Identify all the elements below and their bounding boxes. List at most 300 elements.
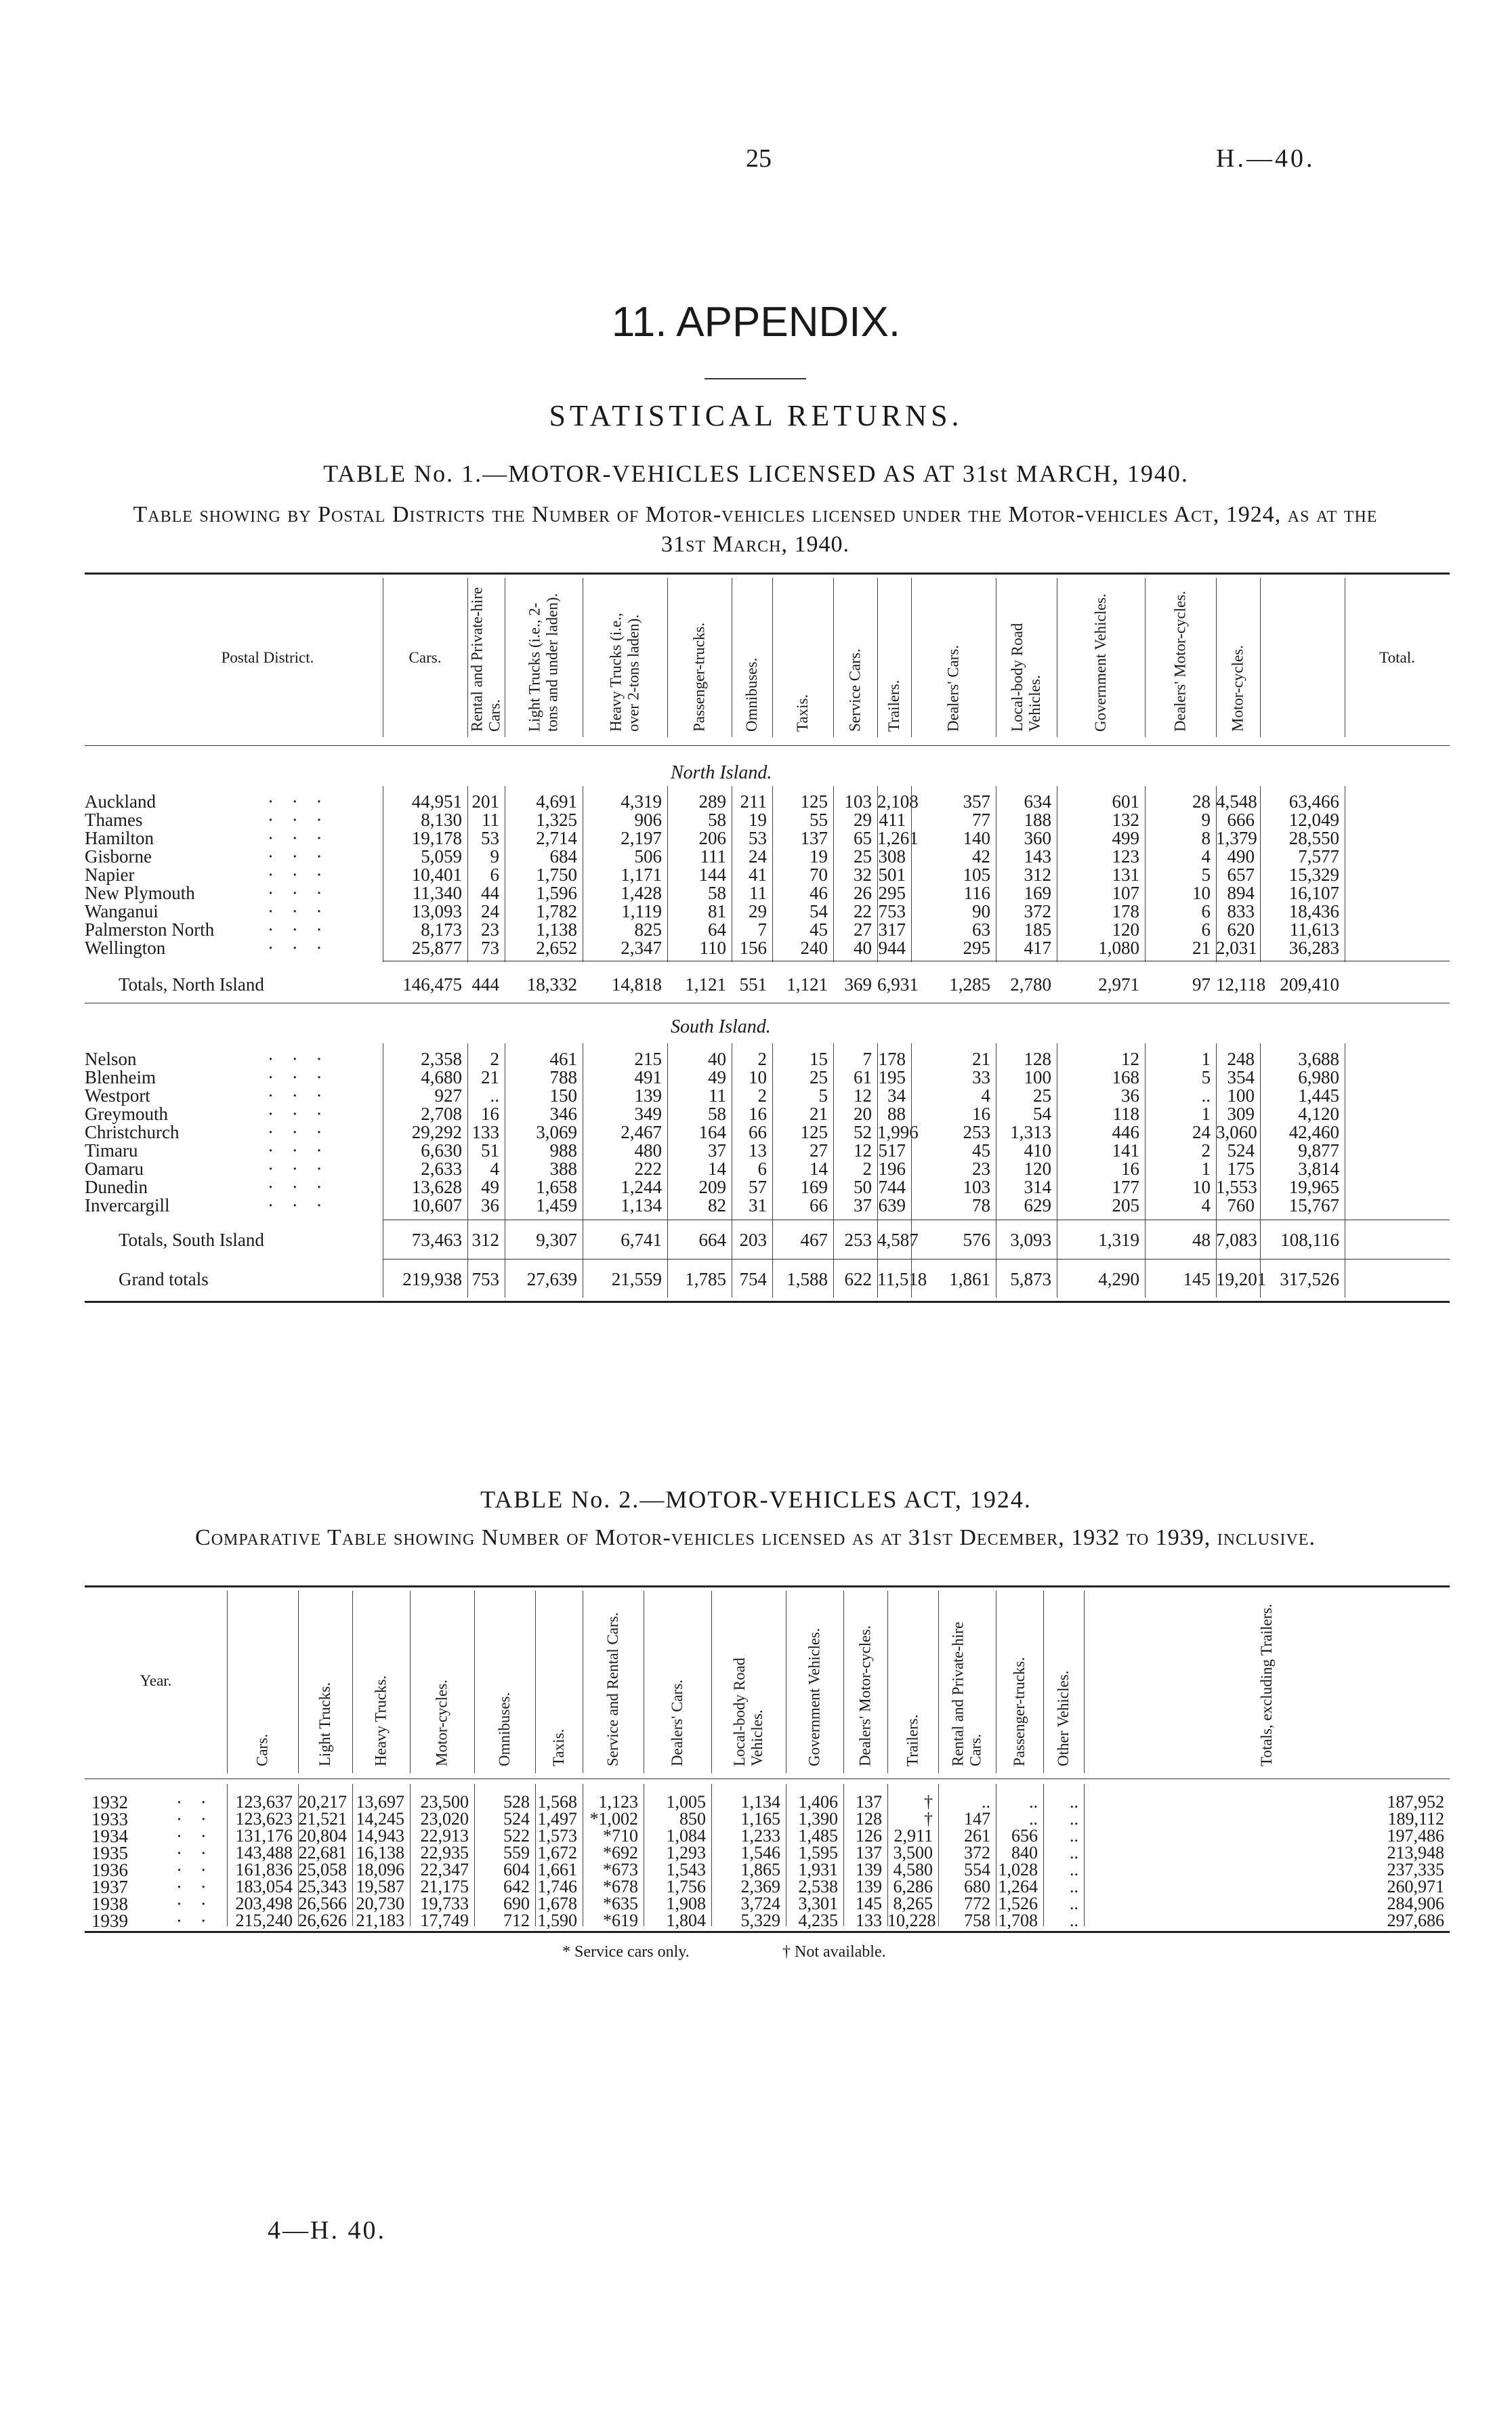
t1-leader-dots: · · · (268, 901, 329, 921)
t2-cell: 1,908 (666, 1894, 706, 1913)
t1-cell: 57 (749, 1177, 767, 1197)
t1-cell: 9 (1201, 810, 1211, 830)
t1-cell: 314 (1024, 1177, 1051, 1197)
t2-cell: 161,836 (235, 1860, 293, 1879)
t1-cell: 116 (963, 883, 990, 903)
t1-cell: 6 (757, 1159, 767, 1179)
t1-cell: 13 (749, 1140, 767, 1161)
t2-cell: 123,637 (235, 1792, 293, 1812)
t2-cell: 14,943 (356, 1826, 404, 1846)
t2-cell: .. (1070, 1894, 1078, 1913)
t1-header-vertical: Rental and Private-hire Cars. (468, 587, 503, 732)
t1-cell: 4 (1201, 1195, 1211, 1215)
t1-cell: 73,463 (411, 1230, 462, 1250)
t1-header-col-rule (1145, 578, 1146, 737)
t1-cell: 467 (800, 1230, 828, 1250)
t1-cell: 44 (481, 883, 499, 903)
t1-cell: 5,873 (1010, 1269, 1051, 1289)
t2-footnote-star: * Service cars only. (562, 1943, 690, 1961)
t1-cell: 4,587 (877, 1230, 919, 1250)
t1-cell: 1,996 (877, 1122, 919, 1142)
t1-cell: 9 (490, 846, 499, 867)
t1-cell: 894 (1227, 883, 1255, 903)
t1-header-vertical: Government Vehicles. (1092, 594, 1109, 732)
t1-south-end-rule (383, 1259, 1450, 1260)
t1-leader-dots: · · · (268, 1104, 329, 1124)
t1-cell: 354 (1227, 1067, 1255, 1087)
t2-cell: 6,286 (893, 1877, 933, 1896)
t1-cell: 88 (887, 1104, 906, 1124)
t1-cell: 205 (1112, 1195, 1139, 1215)
t1-cell: 461 (549, 1049, 577, 1069)
t1-cell: 53 (481, 828, 499, 848)
t1-leader-dots: · · · (268, 865, 329, 885)
t1-header-col-rule (1260, 578, 1261, 737)
t1-cell: 620 (1227, 919, 1255, 940)
t1-cell: 66 (810, 1195, 828, 1215)
t1-cell: 248 (1227, 1049, 1255, 1069)
t2-cell: 1,672 (537, 1843, 577, 1863)
t1-body-col-rule (1145, 1043, 1146, 1220)
t2-cell: 1,293 (666, 1843, 706, 1863)
t1-cell: 3,093 (1010, 1230, 1051, 1250)
t2-year: 1933 (91, 1809, 128, 1829)
t2-header-vertical: Cars. (253, 1734, 271, 1766)
t1-leader-dots: · · · (268, 1140, 329, 1161)
t1-cell: 1,750 (536, 865, 577, 885)
t2-cell: 3,724 (740, 1894, 780, 1913)
t1-cell: 169 (800, 1177, 828, 1197)
t1-cell: 684 (549, 846, 577, 867)
t1-header-vertical: Local-body Road Vehicles. (1009, 623, 1043, 732)
t1-cell: 5 (1201, 1067, 1211, 1087)
t2-cell: *635 (603, 1894, 638, 1913)
t1-cell: 2 (862, 1159, 872, 1179)
t1-cell: 1,138 (536, 919, 577, 940)
t1-cell: 11,518 (877, 1269, 927, 1289)
t1-cell: 480 (634, 1140, 662, 1161)
t2-header-col-rule (938, 1591, 939, 1773)
t1-cell: 29 (749, 901, 767, 921)
t1-cell: 73 (481, 938, 499, 958)
t1-cell: 34 (887, 1085, 906, 1106)
t1-cell: 11 (709, 1085, 726, 1106)
t1-cell: 23 (972, 1159, 990, 1179)
t2-cell: 1,233 (740, 1826, 780, 1846)
t1-cell: 10,607 (411, 1195, 462, 1215)
t1-cell: 346 (549, 1104, 577, 1124)
t2-cell: 2,369 (740, 1877, 780, 1896)
t1-cell: 2,708 (421, 1104, 462, 1124)
t1-cell: 634 (1024, 791, 1051, 812)
t1-cell: .. (1201, 1085, 1211, 1106)
title-rule (705, 378, 806, 379)
t1-cell: 209 (698, 1177, 726, 1197)
t1-cell: 51 (481, 1140, 499, 1161)
t1-cell: 12,118 (1216, 974, 1266, 995)
t2-leader-dots: · · (176, 1826, 213, 1846)
t2-cell: 2,538 (798, 1877, 838, 1896)
t2-cell: 772 (964, 1894, 990, 1913)
t1-cell: 18,436 (1288, 901, 1339, 921)
t1-body-col-rule (1216, 1220, 1217, 1297)
t1-cell: 123 (1112, 846, 1139, 867)
t2-cell: 528 (503, 1792, 530, 1812)
t2-cell: 20,804 (298, 1826, 347, 1846)
t2-cell: 840 (1011, 1843, 1038, 1863)
t1-district-name: Palmerston North (85, 919, 215, 940)
t1-cell: 209,410 (1280, 974, 1339, 995)
t1-cell: 7,577 (1298, 846, 1339, 867)
t1-cell: 8 (1201, 828, 1211, 848)
t2-cell: 21,175 (420, 1877, 469, 1896)
t1-header-vertical: Dealers' Cars. (944, 644, 962, 732)
t1-body-col-rule (467, 1220, 468, 1297)
t2-cell: 680 (964, 1877, 990, 1896)
t1-body-col-rule (667, 786, 668, 962)
t2-body-col-rule (227, 1784, 228, 1926)
t2-body-col-rule (843, 1784, 844, 1926)
t1-cell: 833 (1227, 901, 1255, 921)
t1-leader-dots: · · · (268, 1085, 329, 1106)
t2-header-vertical: Omnibuses. (496, 1692, 513, 1766)
t1-body-col-rule (877, 786, 878, 962)
t1-body-col-rule (911, 1043, 912, 1220)
t2-cell: 20,217 (298, 1792, 347, 1812)
t1-cell: 12 (854, 1140, 872, 1161)
t1-cell: 146,475 (402, 974, 462, 995)
t1-cell: 1,379 (1216, 828, 1257, 848)
t1-cell: 369 (844, 974, 872, 995)
t1-district-name: Totals, South Island (119, 1230, 264, 1250)
t1-header-col-rule (833, 578, 834, 737)
t1-cell: 1,553 (1216, 1177, 1257, 1197)
t1-cell: 4,691 (536, 791, 577, 812)
t1-cell: 10 (749, 1067, 767, 1087)
t2-cell: 21,183 (356, 1911, 404, 1930)
t1-cell: 18,332 (526, 974, 577, 995)
t1-cell: 219,938 (402, 1269, 462, 1289)
t2-cell: *673 (603, 1860, 638, 1879)
t1-district-name: New Plymouth (85, 883, 195, 903)
t1-body-col-rule (467, 1043, 468, 1220)
t2-cell: .. (1070, 1877, 1078, 1896)
t2-cell: *678 (603, 1877, 638, 1896)
t1-cell: 3,069 (536, 1122, 577, 1142)
t1-cell: 4,680 (421, 1067, 462, 1087)
t1-cell: 12,049 (1288, 810, 1339, 830)
t2-cell: 5,329 (740, 1911, 780, 1930)
t2-year: 1936 (91, 1860, 128, 1880)
t1-cell: 2 (757, 1085, 767, 1106)
t1-cell: 14 (810, 1159, 828, 1179)
t1-cell: 1,119 (621, 901, 662, 921)
t1-cell: 1,171 (621, 865, 662, 885)
t1-cell: 410 (1024, 1140, 1051, 1161)
t1-bottom-rule (85, 1301, 1450, 1303)
t2-header-vertical: Motor-cycles. (433, 1680, 450, 1766)
t1-cell: 16 (749, 1104, 767, 1124)
t2-cell: .. (1029, 1792, 1038, 1812)
t1-cell: 22 (854, 901, 872, 921)
t1-cell: 14 (708, 1159, 726, 1179)
t1-district-name: Oamaru (85, 1159, 144, 1179)
t2-header-col-rule (1084, 1591, 1085, 1773)
t1-leader-dots: · · · (268, 883, 329, 903)
t2-cell: 23,500 (420, 1792, 469, 1812)
t2-body-col-rule (410, 1784, 411, 1926)
t2-cell: 187,952 (1387, 1792, 1444, 1812)
t1-header-col-rule (772, 578, 773, 737)
t1-cell: 4,319 (621, 791, 662, 812)
t1-cell: 29 (854, 810, 872, 830)
t1-cell: 50 (854, 1177, 872, 1197)
footer-reference: 4—H. 40. (268, 2216, 386, 2245)
t1-district-name: Wellington (85, 938, 166, 958)
t1-cell: 11,613 (1289, 919, 1339, 940)
t2-cell: 26,566 (298, 1894, 347, 1913)
t2-cell: *710 (603, 1826, 638, 1846)
t1-cell: 21 (1192, 938, 1211, 958)
t1-cell: 5 (818, 1085, 828, 1106)
document-reference: H.—40. (1216, 144, 1316, 173)
t1-cell: 178 (878, 1049, 906, 1069)
t1-cell: 417 (1024, 938, 1051, 958)
t2-cell: 3,500 (893, 1843, 933, 1863)
t2-body-col-rule (711, 1784, 712, 1926)
t1-cell: 657 (1227, 865, 1255, 885)
t1-cell: 8,173 (421, 919, 462, 940)
t1-cell: 16 (972, 1104, 990, 1124)
t2-cell: *619 (603, 1911, 638, 1930)
t1-cell: 139 (634, 1085, 662, 1106)
t2-header-year: Year. (140, 1672, 172, 1689)
t1-cell: 63 (972, 919, 990, 940)
t2-body-col-rule (298, 1784, 299, 1926)
t2-cell: 22,913 (420, 1826, 469, 1846)
t1-cell: 1,285 (949, 974, 990, 995)
t1-header-vertical: Trailers. (885, 680, 902, 732)
t1-cell: 13,628 (411, 1177, 462, 1197)
t1-cell: 6,931 (877, 974, 919, 995)
t1-cell: 11 (482, 810, 499, 830)
t2-cell: 1,264 (998, 1877, 1038, 1896)
t2-header-col-rule (1043, 1591, 1044, 1773)
t1-body-col-rule (1216, 786, 1217, 962)
t2-cell: 25,058 (298, 1860, 347, 1879)
t1-cell: 1,785 (685, 1269, 726, 1289)
t2-cell: 1,804 (666, 1911, 706, 1930)
t1-cell: 1 (1201, 1159, 1211, 1179)
t2-body-col-rule (352, 1784, 353, 1926)
t1-cell: 128 (1024, 1049, 1051, 1069)
t1-body-col-rule (877, 1043, 878, 1220)
t2-cell: 1,568 (537, 1792, 577, 1812)
t1-cell: 41 (749, 865, 767, 885)
t1-cell: 164 (698, 1122, 726, 1142)
t1-cell: 2,714 (536, 828, 577, 848)
t1-cell: 1,080 (1098, 938, 1139, 958)
t1-cell: 58 (708, 1104, 726, 1124)
t1-body-col-rule (877, 1220, 878, 1297)
t1-cell: 1,658 (536, 1177, 577, 1197)
t1-cell: 201 (471, 791, 499, 812)
t1-cell: 1,261 (877, 828, 919, 848)
t2-cell: 131,176 (235, 1826, 293, 1846)
t1-cell: 7 (757, 919, 767, 940)
t1-cell: 6,741 (621, 1230, 662, 1250)
t2-cell: 123,623 (235, 1809, 293, 1829)
t1-leader-dots: · · · (268, 1177, 329, 1197)
t1-cell: 491 (634, 1067, 662, 1087)
t1-body-col-rule (833, 786, 834, 962)
t1-cell: 28 (1192, 791, 1211, 812)
t1-cell: 132 (1112, 810, 1139, 830)
t2-body-col-rule (938, 1784, 939, 1926)
t1-cell: 1,861 (949, 1269, 990, 1289)
t1-cell: 12 (1121, 1049, 1139, 1069)
t1-header-vertical: Dealers' Motor-cycles. (1171, 590, 1189, 732)
t2-cell: 137 (856, 1843, 882, 1863)
t1-cell: 10,401 (411, 865, 462, 885)
t2-cell: 237,335 (1387, 1860, 1444, 1879)
t1-leader-dots: · · · (268, 828, 329, 848)
t1-cell: 156 (739, 938, 767, 958)
t2-header-col-rule (298, 1591, 299, 1773)
t1-district-name: Greymouth (85, 1104, 168, 1124)
t1-cell: 3,060 (1216, 1122, 1257, 1142)
table1-subtitle: Table showing by Postal Districts the Number of Motor-vehicles licensed under the Motor-vehicles Act, 1924, as at the 31st March, 1940. (133, 502, 1378, 557)
t1-cell: 499 (1112, 828, 1139, 848)
t1-header-vertical: Light Trucks (i.e., 2-tons and under laden). (526, 593, 561, 732)
t1-cell: 1,588 (786, 1269, 828, 1289)
t1-cell: 360 (1024, 828, 1051, 848)
t1-body-col-rule (911, 786, 912, 962)
t1-cell: 11 (749, 883, 767, 903)
t2-cell: 1,546 (740, 1843, 780, 1863)
t1-cell: 788 (549, 1067, 577, 1087)
t1-header-vertical: Taxis. (794, 694, 811, 732)
t1-cell: 1,445 (1298, 1085, 1339, 1106)
t2-leader-dots: · · (176, 1860, 213, 1880)
t1-cell: 20 (854, 1104, 872, 1124)
t2-cell: 1,931 (798, 1860, 838, 1879)
t2-header-vertical: Dealers' Cars. (669, 1679, 686, 1766)
t2-cell: 1,865 (740, 1860, 780, 1879)
t1-district-name: Invercargill (85, 1195, 170, 1215)
t1-cell: 90 (972, 901, 990, 921)
t2-year: 1934 (91, 1826, 128, 1846)
t1-cell: 506 (634, 846, 662, 867)
t1-cell: 551 (739, 974, 767, 995)
t1-cell: 753 (878, 901, 906, 921)
t2-cell: *692 (603, 1843, 638, 1863)
t1-cell: .. (490, 1085, 499, 1106)
t1-north-label: North Island. (671, 762, 772, 783)
t1-cell: 753 (471, 1269, 499, 1289)
t2-cell: 284,906 (1387, 1894, 1444, 1913)
t2-cell: 147 (964, 1809, 990, 1829)
t1-cell: 42,460 (1288, 1122, 1339, 1142)
t1-cell: 576 (963, 1230, 990, 1250)
t2-cell: † (924, 1792, 933, 1812)
t2-cell: 1,746 (537, 1877, 577, 1896)
t1-cell: 6,630 (421, 1140, 462, 1161)
t1-cell: 2,197 (621, 828, 662, 848)
t2-leader-dots: · · (176, 1877, 213, 1897)
t1-body-col-rule (667, 1220, 668, 1297)
t1-cell: 240 (800, 938, 828, 958)
t2-cell: † (924, 1809, 933, 1829)
t1-header-vertical: Heavy Trucks (i.e., over 2-tons laden). (607, 612, 642, 732)
t2-header-col-rule (352, 1591, 353, 1773)
t2-cell: 372 (964, 1843, 990, 1863)
t1-cell: 253 (844, 1230, 872, 1250)
t2-cell: 1,543 (666, 1860, 706, 1879)
t1-cell: 349 (634, 1104, 662, 1124)
t2-cell: 19,733 (420, 1894, 469, 1913)
t2-cell: .. (982, 1792, 990, 1812)
t2-header-col-rule (410, 1591, 411, 1773)
t1-cell: 754 (739, 1269, 767, 1289)
t1-district-name: Auckland (85, 791, 156, 812)
t1-cell: 78 (972, 1195, 990, 1215)
t2-cell: 1,595 (798, 1843, 838, 1863)
t2-cell: 13,697 (356, 1792, 404, 1812)
t2-cell: 133 (856, 1911, 882, 1930)
t1-cell: 11,340 (412, 883, 462, 903)
t1-district-name: Thames (85, 810, 143, 830)
t1-cell: 178 (1112, 901, 1139, 921)
t1-leader-dots: · · · (268, 919, 329, 940)
t1-body-col-rule (1216, 1043, 1217, 1220)
t1-cell: 629 (1024, 1195, 1051, 1215)
t2-cell: 23,020 (420, 1809, 469, 1829)
t1-south-label: South Island. (671, 1016, 771, 1037)
t1-cell: 666 (1227, 810, 1255, 830)
t2-cell: 1,708 (998, 1911, 1038, 1930)
t2-cell: 213,948 (1387, 1843, 1444, 1863)
t2-cell: 3,301 (798, 1894, 838, 1913)
t2-header-col-rule (474, 1591, 475, 1773)
t2-header-vertical: Dealers' Motor-cycles. (856, 1625, 874, 1766)
t1-cell: 4,290 (1098, 1269, 1139, 1289)
t1-cell: 42 (972, 846, 990, 867)
t1-cell: 2 (1201, 1140, 1211, 1161)
t2-cell: 26,626 (298, 1911, 347, 1930)
t1-district-name: Nelson (85, 1049, 137, 1069)
t1-cell: 103 (963, 1177, 990, 1197)
t2-top-rule (85, 1585, 1450, 1587)
t1-cell: 55 (810, 810, 828, 830)
t1-body-col-rule (772, 1043, 773, 1220)
t1-cell: 215 (634, 1049, 662, 1069)
t1-cell: 110 (699, 938, 726, 958)
t1-cell: 21 (972, 1049, 990, 1069)
t1-header-vertical: Passenger-trucks. (690, 622, 708, 732)
t1-cell: 3,688 (1298, 1049, 1339, 1069)
t2-leader-dots: · · (176, 1792, 213, 1812)
t1-cell: 150 (549, 1085, 577, 1106)
t1-cell: 66 (749, 1122, 767, 1142)
t1-cell: 37 (854, 1195, 872, 1215)
t1-cell: 19 (749, 810, 767, 830)
t1-cell: 1,596 (536, 883, 577, 903)
t1-cell: 105 (963, 865, 990, 885)
t1-cell: 40 (854, 938, 872, 958)
t2-cell: 297,686 (1387, 1911, 1444, 1930)
t1-leader-dots: · · · (268, 1159, 329, 1179)
